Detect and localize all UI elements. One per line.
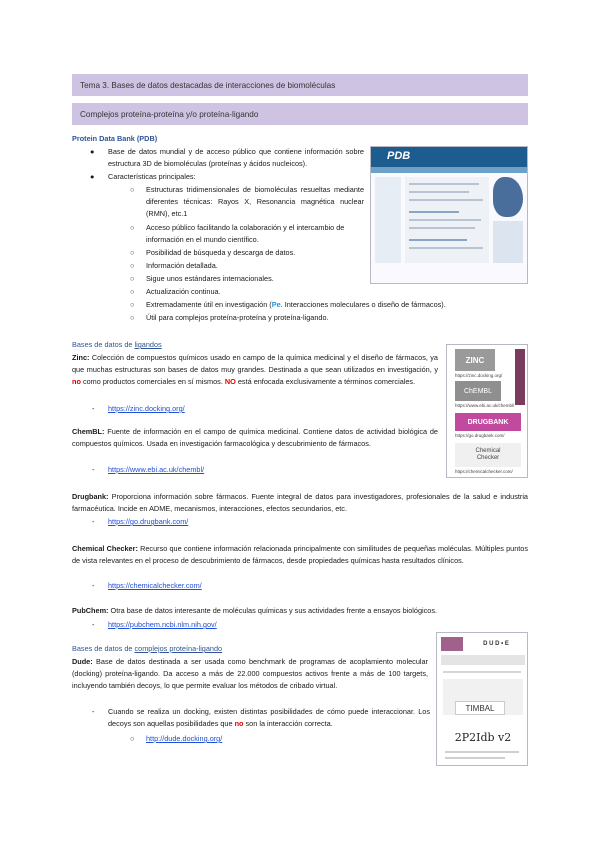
molecule-icon [493,177,523,217]
pubchem-paragraph: PubChem: Otra base de datos interesante de moléculas químicas y sus actividades frente a ensayos biológicos. [72,606,438,615]
dude-logo: D U D • E [483,641,509,647]
circle-bullet: ○ [130,185,135,194]
zinc-link[interactable]: https://zinc.docking.org/ [108,404,185,413]
side-banner [515,349,525,405]
bullet-dot: ● [90,147,95,156]
pdb-header-band [371,147,527,167]
dude-link[interactable]: http://dude.docking.org/ [146,734,223,743]
pdb-sub-5: Sigue unos estándares internacionales. [146,274,274,283]
circle-bullet: ○ [130,313,135,322]
pubchem-link[interactable]: https://pubchem.ncbi.nlm.nih.gov/ [108,620,217,629]
pdb-info-box [493,221,523,263]
circle-bullet: ○ [130,274,135,283]
dash-bullet: - [92,465,95,474]
dash-bullet: - [92,517,95,526]
dude-emblem [441,637,463,651]
checker-caption: https://chemicalchecker.com/ [455,469,513,474]
circle-bullet: ○ [130,248,135,257]
checker-paragraph: Chemical Checker: Recurso que contiene información relacionada principalmente con similitudes de pequeñas moléculas. Múltiples puntos de vista relevantes en el proceso de descubrimiento de fármacos, desde propiedades químicas hasta resultados clínicos. [72,544,529,566]
section-banner [72,103,528,125]
pdb-logo: PDB [387,150,411,162]
ligandos-heading: Bases de datos de ligandos [72,340,162,349]
pdb-sub-3: Posibilidad de búsqueda y descarga de datos. [146,248,296,257]
chembl-link[interactable]: https://www.ebi.ac.uk/chembl/ [108,465,205,474]
chembl-logo: ChEMBL [455,381,501,401]
ligand-databases-image [446,344,528,478]
pdb-sidebar [375,177,401,263]
pdb-sub-7: Extremadamente útil en investigación (Pe. Interacciones moleculares o diseño de fármacos). [146,300,446,309]
chemical-checker-logo: Chemical Checker [455,443,521,467]
complejos-heading: Bases de datos de complejos proteína-ligando [72,644,223,653]
zinc-logo: ZINC [455,349,495,371]
pdb-sub-2: Acceso público facilitando la colaboración y el intercambio de información en el mundo científico. [146,223,345,245]
dash-bullet: - [92,707,95,716]
checker-link[interactable]: https://chemicalchecker.com/ [108,581,202,590]
p2p-logo: 2P2Idb v2 [454,730,512,744]
dash-bullet: - [92,581,95,590]
circle-bullet: ○ [130,300,135,309]
chembl-paragraph: ChemBL: Fuente de información en el campo de química medicinal. Contiene datos de actividad biológica de compuestos químicos. Usada en investigación farmacológica y descubrimiento de fármacos. [72,427,438,449]
chembl-caption: https://www.ebi.ac.uk/chembl/ [455,403,515,408]
pdb-sub-8: Útil para complejos proteína-proteína y proteína-ligando. [146,313,329,322]
pdb-sub-4: Información detallada. [146,261,218,270]
circle-bullet: ○ [130,261,135,270]
drugbank-paragraph: Drugbank: Proporciona información sobre fármacos. Fuente integral de datos para investigadores, profesionales de la salud e industria farmacéutica. Incide en ADME, mecanismos, interacciones, efectos secundarios, etc. [72,492,528,514]
pdb-sub-1: Estructuras tridimensionales de biomoléculas resueltas mediante diferentes técnicas: Rayos X, Resonancia magnética nuclear (RMN), etc.1 [146,185,364,219]
circle-bullet: ○ [130,287,135,296]
dude-paragraph: Dude: Base de datos destinada a ser usada como benchmark de programas de acoplamiento molecular (docking) proteína-ligando. Da acceso a más de 22.000 compuestos activos frente a más de 100 targets, incluyendo también decoys, lo que permite evaluar los métodos de cribado virtual. [72,657,428,691]
pdb-item-2: Características principales: [108,172,196,181]
drugbank-caption: https://go.drugbank.com/ [455,433,505,438]
pdb-nav-band [371,167,527,173]
complex-databases-image [436,632,528,766]
decoys-text: Cuando se realiza un docking, existen distintas posibilidades de cómo puede interaccionar. Los decoys son aquellas posibilidades que no son la interacción correcta. [108,707,430,729]
dash-bullet: - [92,404,95,413]
pdb-main-panel [405,177,489,263]
pdb-item-1: Base de datos mundial y de acceso público que contiene información sobre estructura 3D de biomoléculas (proteínas y ácidos nucleicos). [108,147,364,169]
circle-bullet: ○ [130,734,135,743]
bullet-dot: ● [90,172,95,181]
pdb-website-image [370,146,528,284]
dude-bar [441,655,525,665]
topic-banner [72,74,528,96]
zinc-paragraph: Zinc: Colección de compuestos químicos usado en campo de la química medicinal y el diseño de fármacos, ya que muchas estructuras son bases de datos muy grandes. Destinada a que sean utilizados en investigación, y no como productos comerciales en sí mismos. NO está enfocada exclusivamente a términos comerciales. [72,353,438,387]
pdb-sub-6: Actualización continua. [146,287,221,296]
drugbank-link[interactable]: https://go.drugbank.com/ [108,517,189,526]
pdb-heading: Protein Data Bank (PDB) [72,134,158,143]
dash-bullet: - [92,620,95,629]
drugbank-logo: DRUGBANK [455,413,521,431]
zinc-caption: https://zinc.docking.org/ [455,373,503,378]
topic-title: Tema 3. Bases de datos destacadas de interacciones de biomoléculas [80,80,336,90]
section-title: Complejos proteína-proteína y/o proteína-ligando [80,109,259,119]
timbal-logo: TIMBAL [455,701,505,715]
circle-bullet: ○ [130,223,135,232]
